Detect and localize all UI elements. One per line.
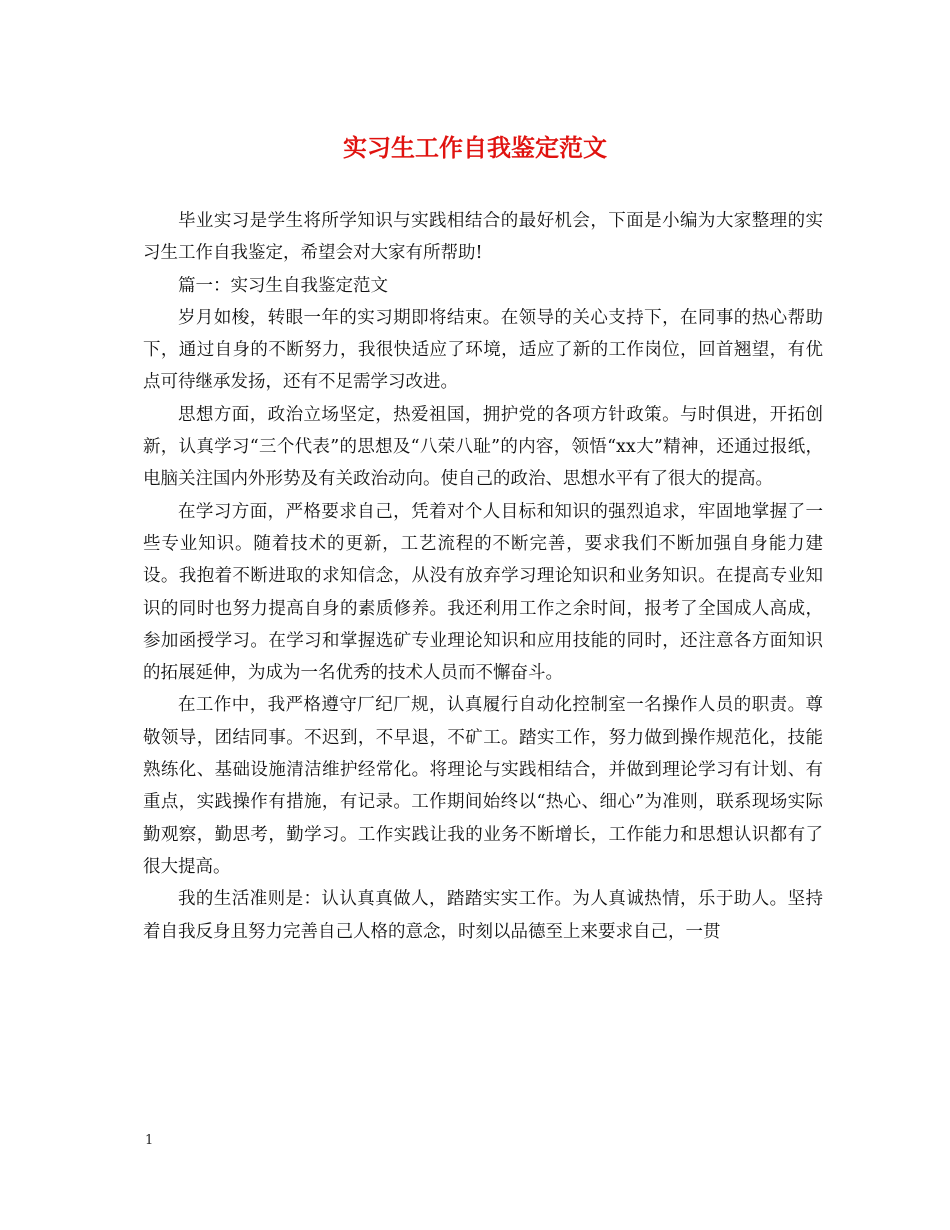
- paragraph: 在学习方面，严格要求自己，凭着对个人目标和知识的强烈追求，牢固地掌握了一些专业知识。随着技术的更新，工艺流程的不断完善，要求我们不断加强自身能力建设。我抱着不断进取的求知信念，从没有放弃学习理论知识和业务知识。在提高专业知识的同时也努力提高自身的素质修养。我还利用工作之余时间，报考了全国成人高成，参加函授学习。在学习和掌握选矿专业理论知识和应用技能的同时，还注意各方面知识的拓展延伸，为成为一名优秀的技术人员而不懈奋斗。: [143, 501, 823, 684]
- section-heading: 篇一：实习生自我鉴定范文: [178, 275, 388, 296]
- paragraph: 在工作中，我严格遵守厂纪厂规，认真履行自动化控制室一名操作人员的职责。尊敬领导，团结同事。不迟到，不早退，不矿工。踏实工作，努力做到操作规范化，技能熟练化、基础设施清洁维护经常化。将理论与实践相结合，并做到理论学习有计划、有重点，实践操作有措施，有记录。工作期间始终以“热心、细心”为准则，联系现场实际勤观察，勤思考，勤学习。工作实践让我的业务不断增长，工作能力和思想认识都有了很大提高。: [143, 695, 823, 877]
- paragraph: 思想方面，政治立场坚定，热爱祖国，拥护党的各项方针政策。与时俱进，开拓创新，认真学习“三个代表”的思想及“八荣八耻”的内容，领悟“xx大”精神，还通过报纸，电脑关注国内外形势及有关政治动向。使自己的政治、思想水平有了很大的提高。: [143, 404, 823, 490]
- paragraph: 岁月如梭，转眼一年的实习期即将结束。在领导的关心支持下，在同事的热心帮助下，通过自身的不断努力，我很快适应了环境，适应了新的工作岗位，回首翘望，有优点可待继承发扬，还有不足需学习改进。: [143, 307, 823, 393]
- paragraph: 我的生活准则是：认认真真做人，踏踏实实工作。为人真诚热情，乐于助人。坚持着自我反身且努力完善自己人格的意念，时刻以品德至上来要求自己，一贯: [143, 889, 823, 942]
- document-title: 实习生工作自我鉴定范文: [343, 133, 607, 162]
- document-body: [143, 205, 823, 948]
- page-number: 1: [145, 1133, 154, 1148]
- intro-paragraph: 毕业实习是学生将所学知识与实践相结合的最好机会，下面是小编为大家整理的实习生工作自我鉴定，希望会对大家有所帮助!: [143, 211, 823, 264]
